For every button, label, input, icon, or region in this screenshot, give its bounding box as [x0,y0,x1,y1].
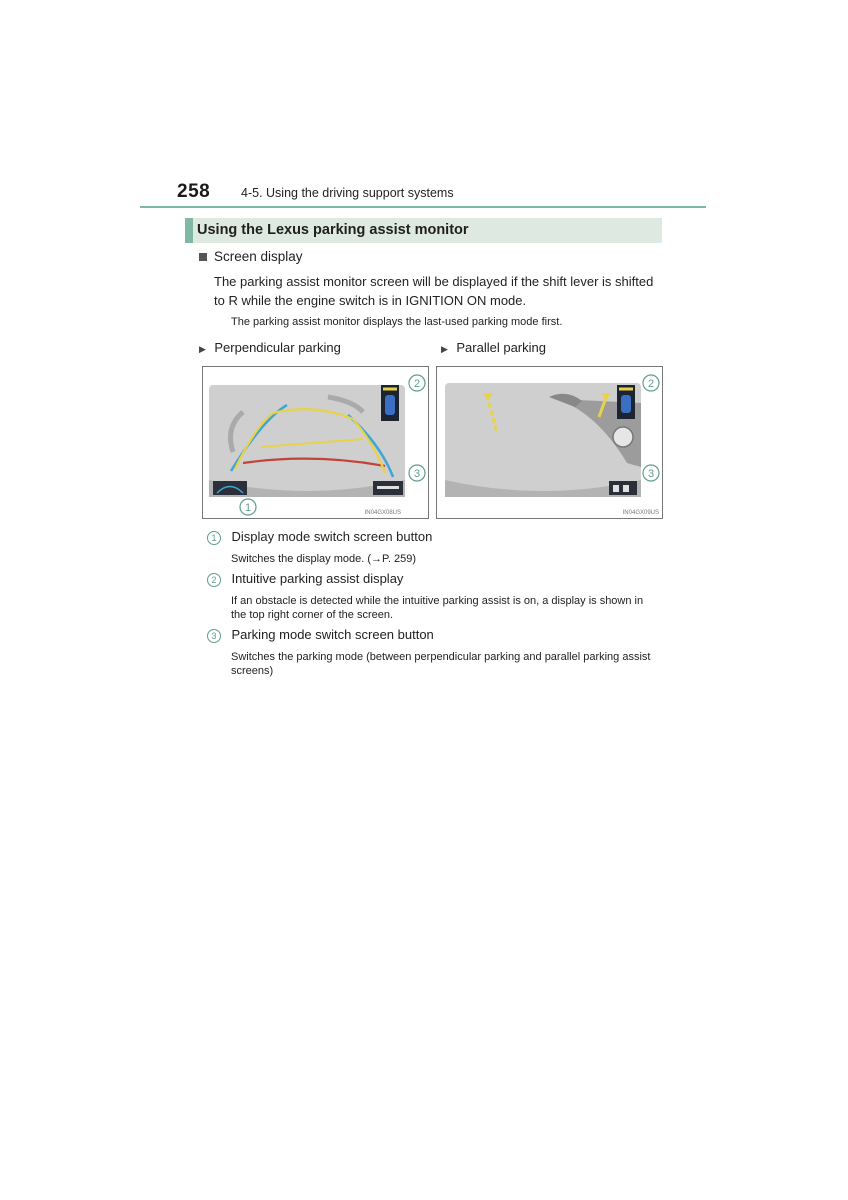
item-description: Switches the parking mode (between perpendicular parking and parallel parking assist screens) [231,651,651,677]
mode-label-parallel: Parallel parking [456,340,546,355]
perpendicular-parking-screen-illustration [202,366,429,519]
parked-car-wheel [613,427,633,447]
banner-accent-bar [185,218,193,243]
callout-3-label: 3 [647,468,655,480]
callout-1-label: 1 [244,502,252,514]
subheading-screen-display: Screen display [214,249,303,264]
car-icon [621,395,631,413]
item-label: Intuitive parking assist display [231,571,404,586]
page-number: 258 [177,181,211,202]
camera-view [209,385,405,497]
mode-caption-parallel [441,339,546,357]
parking-mode-button-glyph [613,485,619,492]
mode-caption-perpendicular [199,339,341,357]
parallel-parking-svg [437,367,662,518]
note-text: The parking assist monitor displays the last-used parking mode first. [231,316,563,328]
triangle-bullet-icon: ▶ [441,344,448,354]
body-paragraph: The parking assist monitor screen will be displayed if the shift lever is shifted to R while the engine switch is in IGNITION ON mode. [214,274,654,308]
item-description: If an obstacle is detected while the intuitive parking assist is on, a display is shown in the top right corner of the screen. [231,595,644,621]
car-icon [385,395,395,415]
triangle-bullet-icon: ▶ [199,344,206,354]
item-number-circle: 3 [207,629,221,643]
image-code: IN04GX09US [622,510,659,516]
perpendicular-parking-svg [203,367,428,518]
callout-2-label: 2 [647,378,655,390]
item-label: Parking mode switch screen button [231,627,434,642]
callout-3-label: 3 [413,468,421,480]
bullet-square-icon [199,253,207,261]
item-description: Switches the display mode. (→P. 259) [231,553,417,565]
item-number-circle: 1 [207,531,221,545]
item-number-circle: 2 [207,573,221,587]
parking-mode-button-glyph [623,485,629,492]
list-item [207,528,432,546]
mode-label-perpendicular: Perpendicular parking [214,340,341,355]
list-item [207,626,434,644]
callout-2-label: 2 [413,378,421,390]
item-label: Display mode switch screen button [231,529,433,544]
list-item [207,570,403,588]
header-rule [140,206,706,208]
image-code: IN04GX08US [364,510,401,516]
section-banner [185,218,662,243]
section-path: 4-5. Using the driving support systems [241,186,454,200]
banner-title: Using the Lexus parking assist monitor [197,222,469,238]
parking-mode-button-glyph [377,486,399,489]
parallel-parking-screen-illustration [436,366,663,519]
